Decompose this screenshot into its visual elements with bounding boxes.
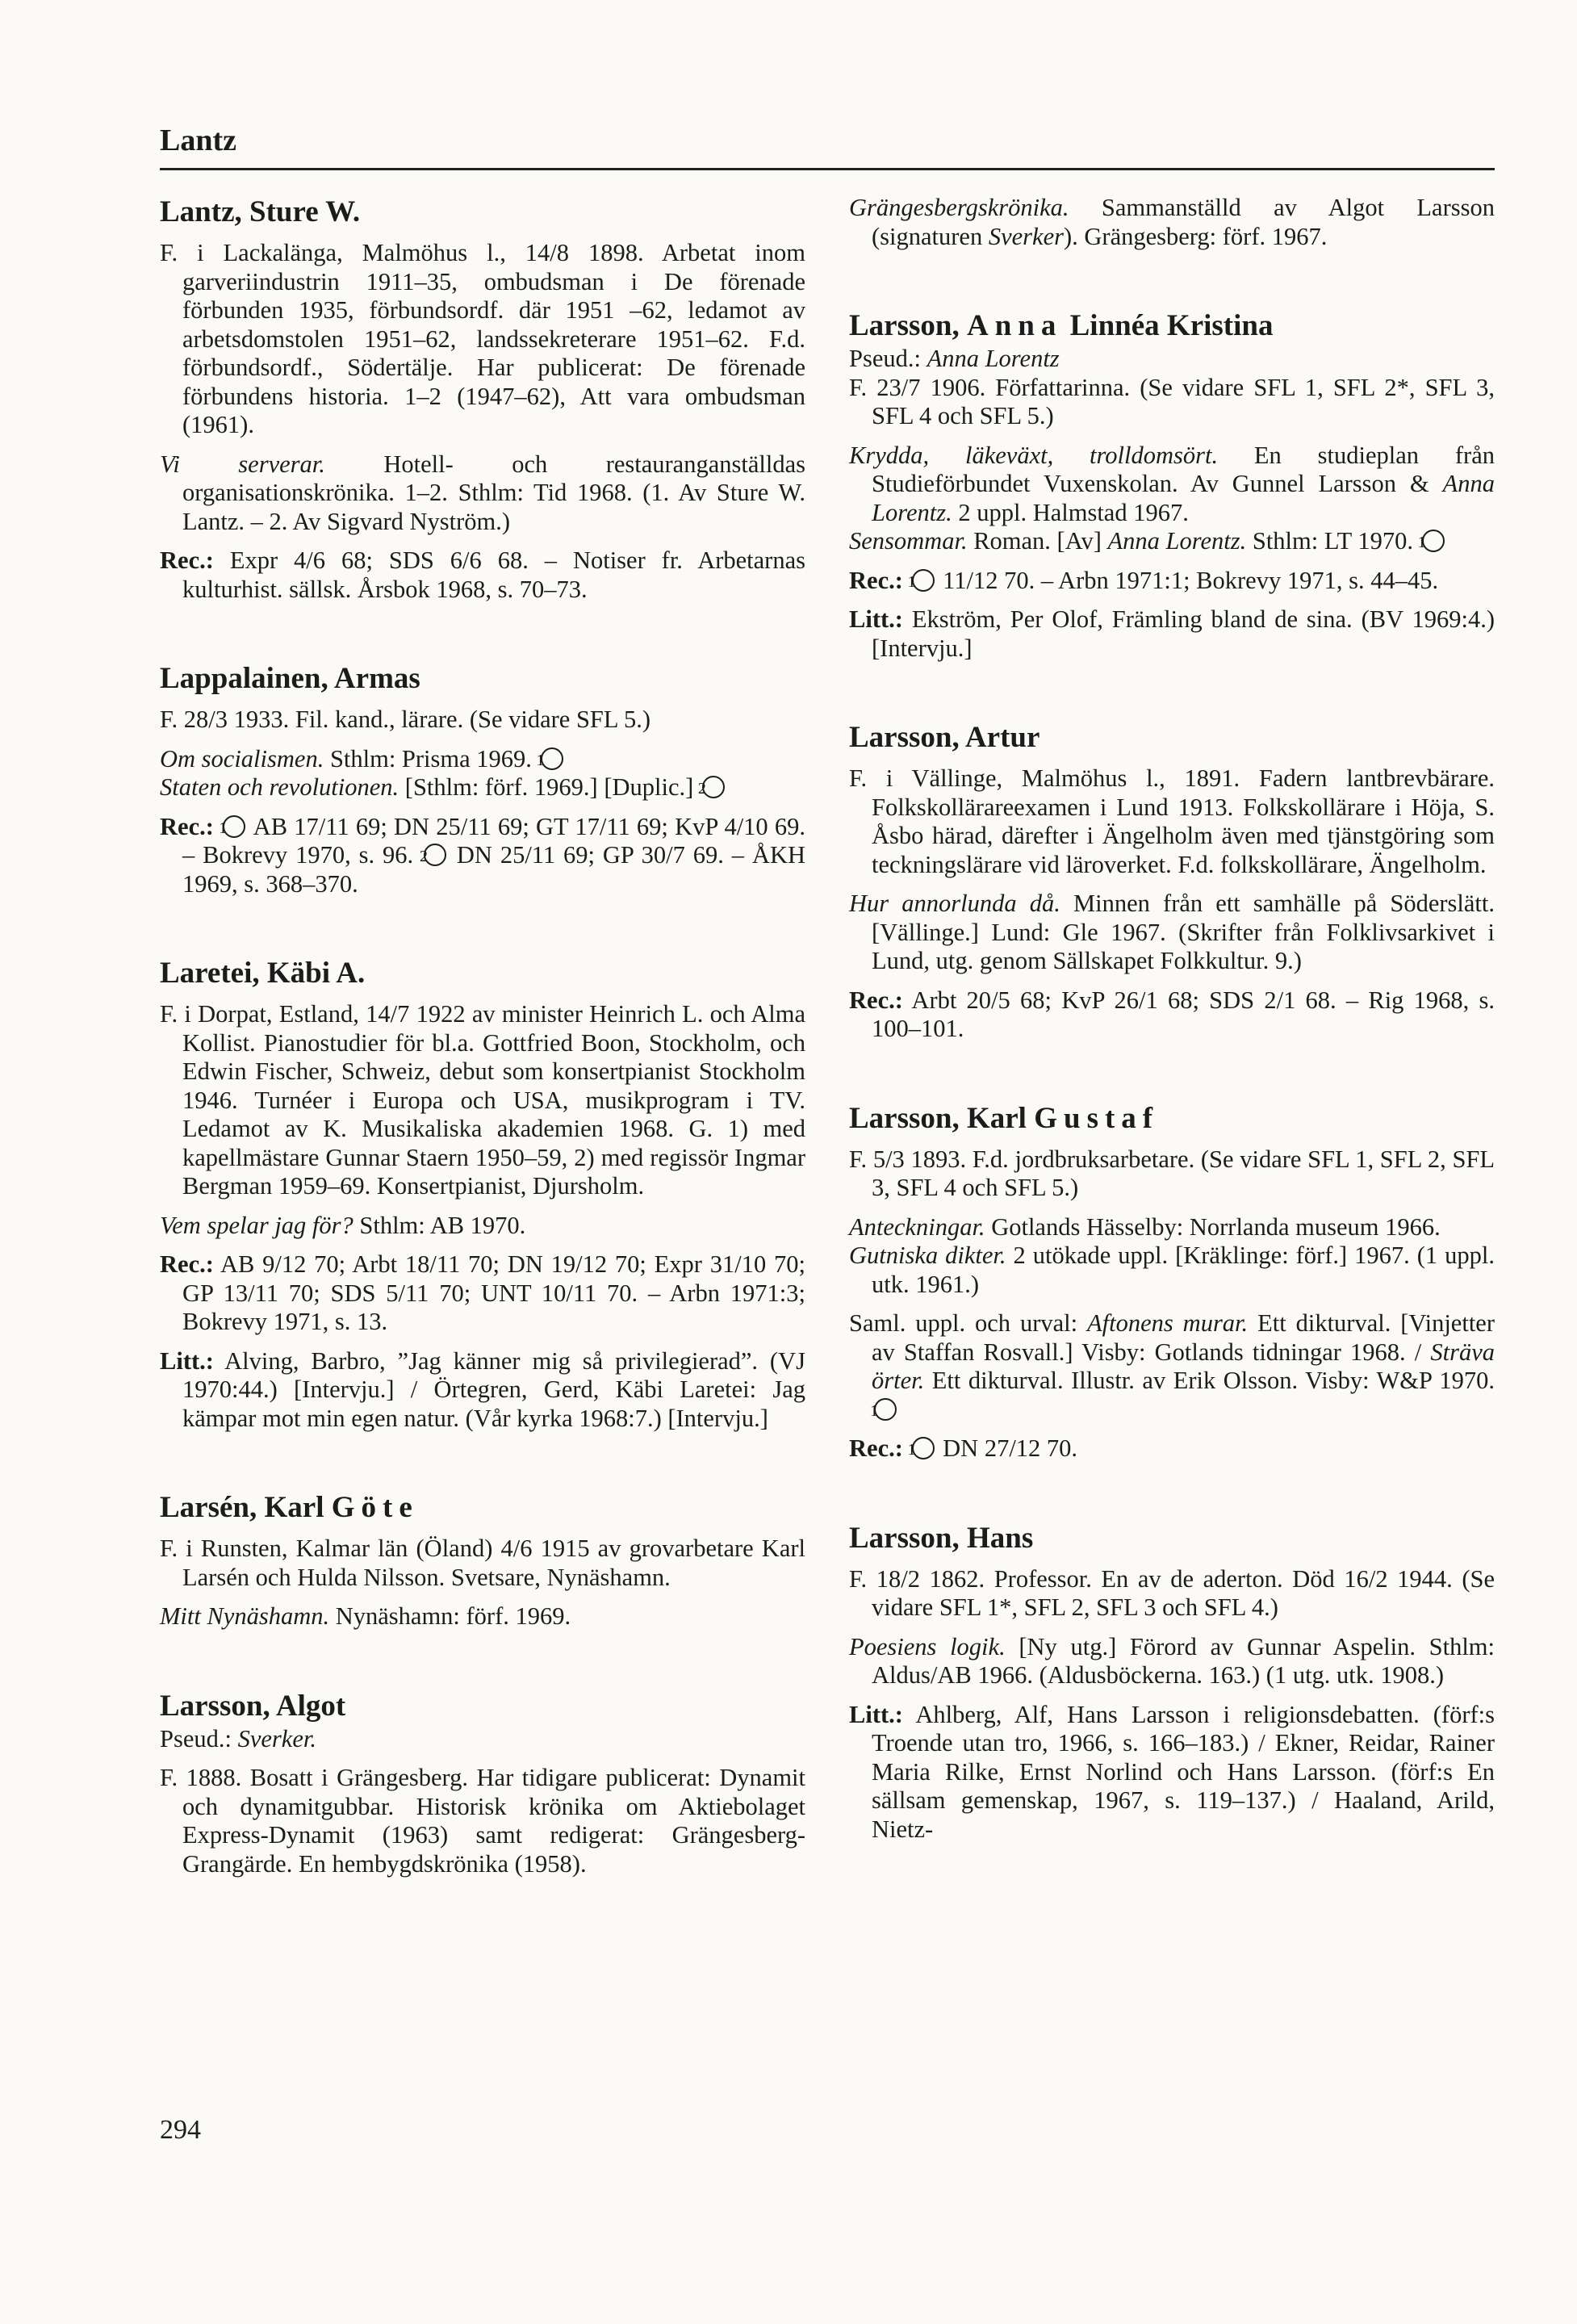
entry-work xyxy=(849,1633,1495,1690)
circled-number-marker: 1 xyxy=(541,747,563,770)
entry-bio: F. i Dorpat, Estland, 14/7 1922 av minister Heinrich L. och Alma Kollist. Pianostudier för bl.a. Gottfried Boon, Stockholm, och Edwin Fischer, Schweiz, debut som konsertpianist Stockholm 1946. Turnéer i Europa och USA, musikprogram i TV. Ledamot av K. Musikaliska akademien 1968. G. 1) med kapellmästare Gunnar Staern 1950–59, 2) med regissör Ingmar Bergman 1959–69. Konsertpianist, Djursholm. xyxy=(160,1000,805,1200)
entry-pseudonym xyxy=(849,345,1495,374)
entry-reviews xyxy=(849,986,1495,1044)
rec-text: AB 9/12 70; Arbt 18/11 70; DN 19/12 70; Expr 31/10 70; GP 13/11 70; SDS 5/11 70; UNT 10/11 70. – Arbn 1971:3; Bokrevy 1971, s. 13. xyxy=(182,1250,805,1335)
work-author: Anna Lorentz. xyxy=(872,470,1495,526)
entry-bio: F. 1888. Bosatt i Grängesberg. Har tidigare publicerat: Dynamit och dynamitgubbar. Historisk krönika om Aktiebolaget Express-Dynamit (1963) samt redigerat: Grängesberg-Grangärde. En hembygdskrönika (1958). xyxy=(160,1764,805,1878)
circled-number-marker: 2 xyxy=(702,776,725,798)
entry-bio: F. i Runsten, Kalmar län (Öland) 4/6 1915 av grovarbetare Karl Larsén och Hulda Nilsson. Svetsare, Nynäshamn. xyxy=(160,1535,805,1591)
entry-reviews xyxy=(160,813,805,899)
entry-larsson-anna xyxy=(849,308,1495,663)
rec-text: DN 27/12 70. xyxy=(936,1434,1078,1462)
work-details: ). Grängesberg: förf. 1967. xyxy=(1063,222,1328,250)
rec-text: DN 25/11 69; GP 30/7 69. – ÅKH 1969, s. 368–370. xyxy=(182,841,805,898)
work-title: Gutniska dikter. xyxy=(849,1242,1006,1269)
work-details: Sthlm: AB 1970. xyxy=(353,1211,526,1239)
litt-label: Litt.: xyxy=(160,1346,214,1375)
entry-reviews xyxy=(849,1434,1495,1463)
entry-work xyxy=(160,450,805,537)
entry-work xyxy=(849,890,1495,976)
work-title: Vi serverar. xyxy=(160,450,325,478)
work-title: Vem spelar jag för? xyxy=(160,1211,353,1239)
entry-larsson-artur xyxy=(849,719,1495,1044)
circled-number-marker: 1 xyxy=(912,1437,935,1459)
entry-work xyxy=(849,1213,1495,1242)
heading-name: Larsén, Karl xyxy=(160,1491,332,1524)
circled-number-marker: 1 xyxy=(1422,530,1445,552)
work-prefix: Saml. uppl. och urval: xyxy=(849,1309,1088,1337)
entry-bio: F. 28/3 1933. Fil. kand., lärare. (Se vidare SFL 5.) xyxy=(160,706,651,733)
entry-larsson-karl xyxy=(849,1100,1495,1463)
circled-number-marker: 1 xyxy=(874,1398,897,1421)
entry-work xyxy=(849,442,1495,528)
entry-heading: Larsson, Algot xyxy=(160,1689,346,1723)
work-details: Minnen från ett samhälle på Söderslätt. [Vällinge.] Lund: Gle 1967. (Skrifter från Folklivsarkivet i Lund, utg. genom Sällskapet Folkkultur. 9.) xyxy=(872,890,1495,974)
work-details: Gotlands Hässelby: Norrlanda museum 1966. xyxy=(985,1212,1441,1241)
work-details: En studieplan från Studieförbundet Vuxenskolan. Av Gunnel Larsson & xyxy=(872,441,1495,497)
circled-number-marker: 1 xyxy=(912,569,935,592)
rec-label: Rec.: xyxy=(160,1250,214,1278)
entry-larsson-hans xyxy=(849,1520,1495,1845)
entry-work xyxy=(160,1602,805,1631)
pseud-name: Anna Lorentz xyxy=(927,345,1060,372)
entry-reviews xyxy=(160,1250,805,1337)
entry-lantz xyxy=(160,194,805,604)
entry-bio: F. i Vällinge, Malmöhus l., 1891. Fadern lantbrevbärare. Folkskollärareexamen i Lund 1913. Folkskollärare i Höja, S. Åsbo härad, därefter i Ängelholm även med tjänstgöring som teckningslärare vid läroverket. F.d. folkskollärare, Ängelholm. xyxy=(849,764,1495,878)
entry-reviews xyxy=(849,567,1495,596)
rec-text: Expr 4/6 68; SDS 6/6 68. – Notiser fr. Arbetarnas kulturhist. sällsk. Årsbok 1968, s. 70–73. xyxy=(182,546,805,603)
litt-text: Alving, Barbro, ”Jag känner mig så privilegierad”. (VJ 1970:44.) [Intervju.] / Örtegren, Gerd, Käbi Laretei: Jag kämpar mot min egen natur. (Vår kyrka 1968:7.) [Intervju.] xyxy=(182,1346,805,1432)
work-author: Anna Lorentz. xyxy=(1107,527,1247,555)
heading-spaced-name: Göte xyxy=(331,1491,419,1524)
heading-name-rest: Linnéa Kristina xyxy=(1062,309,1274,342)
work-details: Hotell- och restauranganställdas organisationskrönika. 1–2. Sthlm: Tid 1968. (1. Av Sture W. Lantz. – 2. Av Sigvard Nyström.) xyxy=(182,450,805,535)
litt-text: Ekström, Per Olof, Främling bland de sina. (BV 1969:4.) [Intervju.] xyxy=(872,605,1495,662)
litt-label: Litt.: xyxy=(849,1700,903,1728)
entry-heading xyxy=(160,1489,805,1526)
entry-work xyxy=(849,527,1495,556)
work-details: Ett dikturval. Illustr. av Erik Olsson. Visby: W&P 1970. xyxy=(924,1367,1495,1394)
entry-reviews xyxy=(160,546,805,604)
entry-bio: F. 5/3 1893. F.d. jordbruksarbetare. (Se vidare SFL 1, SFL 2, SFL 3, SFL 4 och SFL 5.) xyxy=(849,1145,1495,1201)
work-details: 2 uppl. Halmstad 1967. xyxy=(952,498,1189,526)
entry-literature xyxy=(849,605,1495,663)
work-details: Sammanställd av Algot Larsson (signaturen xyxy=(872,194,1495,250)
work-title: Krydda, läkeväxt, trolldomsört. xyxy=(849,441,1219,469)
work-title: Grängesbergskrönika. xyxy=(849,194,1069,221)
entry-literature xyxy=(849,1701,1495,1845)
work-title: Hur annorlunda då. xyxy=(849,890,1060,917)
work-title: Anteckningar. xyxy=(849,1212,985,1241)
rec-text: Arbt 20/5 68; KvP 26/1 68; SDS 2/1 68. – Rig 1968, s. 100–101. xyxy=(872,986,1495,1042)
entry-literature xyxy=(160,1347,805,1434)
entry-bio: F. i Lackalänga, Malmöhus l., 14/8 1898. Arbetat inom garveriindustrin 1911–35, ombudsman i De förenade förbunden 1935, förbundsordf. där 1951 –62, ledamot av arbetsdomstolen 1951–62, landssekreterare 1951–62. F.d. förbundsordf., Södertälje. Har publicerat: De förenade förbundens historia. 1–2 (1947–62), Att vara ombudsman (1961). xyxy=(160,239,805,438)
entry-work xyxy=(849,194,1495,251)
rec-text: 11/12 70. – Arbn 1971:1; Bokrevy 1971, s. 44–45. xyxy=(936,566,1439,594)
right-column xyxy=(849,194,1495,1854)
signature-name: Sverker xyxy=(988,222,1064,250)
header-rule xyxy=(160,168,1495,170)
heading-spaced-name: Gustaf xyxy=(1034,1101,1160,1135)
rec-text: AB 17/11 69; DN 25/11 69; GT 17/11 69; KvP 4/10 69. – Bokrevy 1970, s. 96. xyxy=(182,812,806,869)
circled-number-marker: 2 xyxy=(424,844,446,866)
rec-label: Rec.: xyxy=(849,566,903,594)
work-details: Ett dikturval. [Vinjetter av Staffan Rosvall.] Visby: Gotlands tidningar 1968. / xyxy=(872,1309,1495,1366)
work-details: Roman. [Av] xyxy=(967,527,1108,555)
left-column xyxy=(160,194,805,1935)
work-title: Mitt Nynäshamn. xyxy=(160,1602,330,1630)
entry-pseudonym xyxy=(160,1725,805,1754)
heading-name: Larsson, xyxy=(849,309,967,342)
entry-work xyxy=(160,773,805,802)
work-title: Aftonens murar. xyxy=(1087,1309,1249,1337)
entry-work xyxy=(849,1309,1495,1424)
work-details: Nynäshamn: förf. 1969. xyxy=(329,1602,571,1630)
entry-laretei xyxy=(160,955,805,1433)
rec-label: Rec.: xyxy=(849,1434,903,1462)
work-title: Sensommar. xyxy=(849,527,968,555)
entry-work xyxy=(160,745,805,774)
work-title: Staten och revolutionen. xyxy=(160,773,399,801)
entry-heading xyxy=(849,308,1495,345)
entry-heading: Lantz, Sture W. xyxy=(160,195,361,228)
litt-label: Litt.: xyxy=(849,605,903,633)
entry-heading: Larsson, Artur xyxy=(849,721,1040,754)
work-details: [Sthlm: förf. 1969.] [Duplic.] xyxy=(399,773,694,801)
entry-larsen xyxy=(160,1489,805,1631)
entry-lappalainen xyxy=(160,660,805,898)
rec-label: Rec.: xyxy=(160,812,214,840)
rec-label: Rec.: xyxy=(849,986,903,1014)
entry-heading xyxy=(849,1100,1495,1137)
pseud-name: Sverker. xyxy=(237,1724,316,1752)
page-number: 294 xyxy=(160,2115,201,2145)
entry-work xyxy=(849,1242,1495,1299)
entry-bio: F. 23/7 1906. Författarinna. (Se vidare SFL 1, SFL 2*, SFL 3, SFL 4 och SFL 5.) xyxy=(849,373,1495,429)
entry-algot-continued xyxy=(849,194,1495,251)
work-title: Om socialismen. xyxy=(160,744,324,773)
work-details: 2 utökade uppl. [Kräklinge: förf.] 1967. (1 uppl. utk. 1961.) xyxy=(872,1242,1495,1298)
circled-number-marker: 1 xyxy=(223,815,245,838)
entry-heading: Larsson, Hans xyxy=(849,1521,1034,1555)
pseud-label: Pseud.: xyxy=(849,345,927,372)
page-header-title: Lantz xyxy=(160,124,236,157)
pseud-label: Pseud.: xyxy=(160,1724,238,1752)
work-title: Sträva örter. xyxy=(872,1338,1495,1394)
rec-label: Rec.: xyxy=(160,546,214,574)
entry-bio: F. 18/2 1862. Professor. En av de aderton. Död 16/2 1944. (Se vidare SFL 1*, SFL 2, SFL 3 och SFL 4.) xyxy=(849,1564,1495,1621)
entry-heading: Laretei, Käbi A. xyxy=(160,957,366,990)
entry-larsson-algot xyxy=(160,1688,805,1879)
work-details: [Ny utg.] Förord av Gunnar Aspelin. Sthlm: Aldus/AB 1966. (Aldusböckerna. 163.) (1 utg. utk. 1908.) xyxy=(872,1632,1495,1689)
work-title: Poesiens logik. xyxy=(849,1632,1006,1660)
work-details: Sthlm: LT 1970. xyxy=(1246,527,1414,555)
entry-work xyxy=(160,1212,805,1241)
work-details: Sthlm: Prisma 1969. xyxy=(324,744,532,773)
heading-spaced-name: Anna xyxy=(966,309,1063,342)
heading-name: Larsson, Karl xyxy=(849,1101,1035,1135)
entry-heading: Lappalainen, Armas xyxy=(160,662,420,695)
litt-text: Ahlberg, Alf, Hans Larsson i religionsdebatten. (förf:s Troende utan tro, 1966, s. 166–183.) / Ekner, Reidar, Rainer Maria Rilke, Ernst Norlind och Hans Larsson. (förf:s En sällsam gemenskap, 1967, s. 119–137.) / Haaland, Arild, Nietz- xyxy=(872,1700,1495,1843)
